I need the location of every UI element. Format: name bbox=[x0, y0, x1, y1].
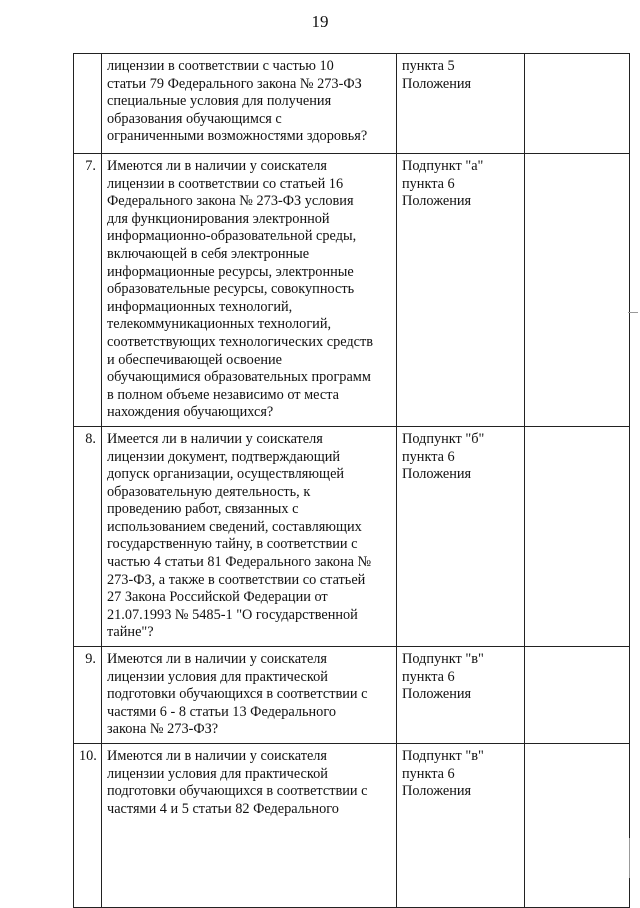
row-number: 10. bbox=[74, 744, 102, 908]
row-number bbox=[74, 54, 102, 154]
table-row bbox=[74, 647, 630, 744]
reference-text: Подпункт "а" пункта 6 Положения bbox=[402, 158, 484, 210]
reference-text: пункта 5 Положения bbox=[402, 58, 472, 92]
table-row bbox=[74, 154, 630, 427]
result-cell bbox=[525, 154, 630, 427]
result-cell bbox=[525, 744, 630, 908]
question-text: лицензии в соответствии с частью 10 статьи 79 Федерального закона № 273-ФЗ специальные условия для получения образования обучающимся с ограниченными возможностями здоровья? bbox=[107, 58, 368, 145]
question-text: Имеются ли в наличии у соискателя лицензии условия для практической подготовки обучающихся в соответствии с частями 4 и 5 статьи 82 Федерального bbox=[107, 748, 368, 817]
question-text: Имеется ли в наличии у соискателя лицензии документ, подтверждающий допуск организации, осуществляющей образовательную деятельность, к проведению работ, связанных с использованием сведений, составляющих государственную тайну, в соответствии с частью 4 статьи 81 Федерального закона № 273-ФЗ, а также в соответствии со статьей 27 Закона Российской Федерации от 21.07.1993 № 5485-1 "О государственной тайне"? bbox=[107, 430, 372, 641]
question-text: Имеются ли в наличии у соискателя лицензии условия для практической подготовки обучающихся в соответствии с частями 6 - 8 статьи 13 Федерального закона № 273-ФЗ? bbox=[107, 651, 368, 738]
row-number: 9. bbox=[74, 647, 102, 744]
question-text: Имеются ли в наличии у соискателя лицензии в соответствии со статьей 16 Федерального закона № 273-ФЗ условия для функционирования электронной информационно-образовательной среды, включающей в себя электронные информационные ресурсы, электронные образовательные ресурсы, совокупность информационных технологий, телекоммуникационных технологий, соответствующих технологических средств и обеспечивающей освоение обучающимися образовательных программ в полном объеме независимо от места нахождения обучающихся? bbox=[107, 158, 373, 421]
result-cell bbox=[525, 647, 630, 744]
reference-text: Подпункт "в" пункта 6 Положения bbox=[402, 748, 484, 800]
scan-artifact bbox=[629, 838, 630, 878]
table-row bbox=[74, 426, 630, 646]
table-row bbox=[74, 54, 630, 154]
reference-text: Подпункт "в" пункта 6 Положения bbox=[402, 651, 484, 703]
scan-artifact bbox=[628, 312, 638, 313]
result-cell bbox=[525, 426, 630, 646]
row-number: 8. bbox=[74, 426, 102, 646]
table-row bbox=[74, 744, 630, 908]
reference-text: Подпункт "б" пункта 6 Положения bbox=[402, 430, 485, 483]
page-number: 19 bbox=[311, 12, 329, 31]
row-number: 7. bbox=[74, 154, 102, 427]
result-cell bbox=[525, 54, 630, 154]
checklist-table bbox=[73, 53, 630, 908]
